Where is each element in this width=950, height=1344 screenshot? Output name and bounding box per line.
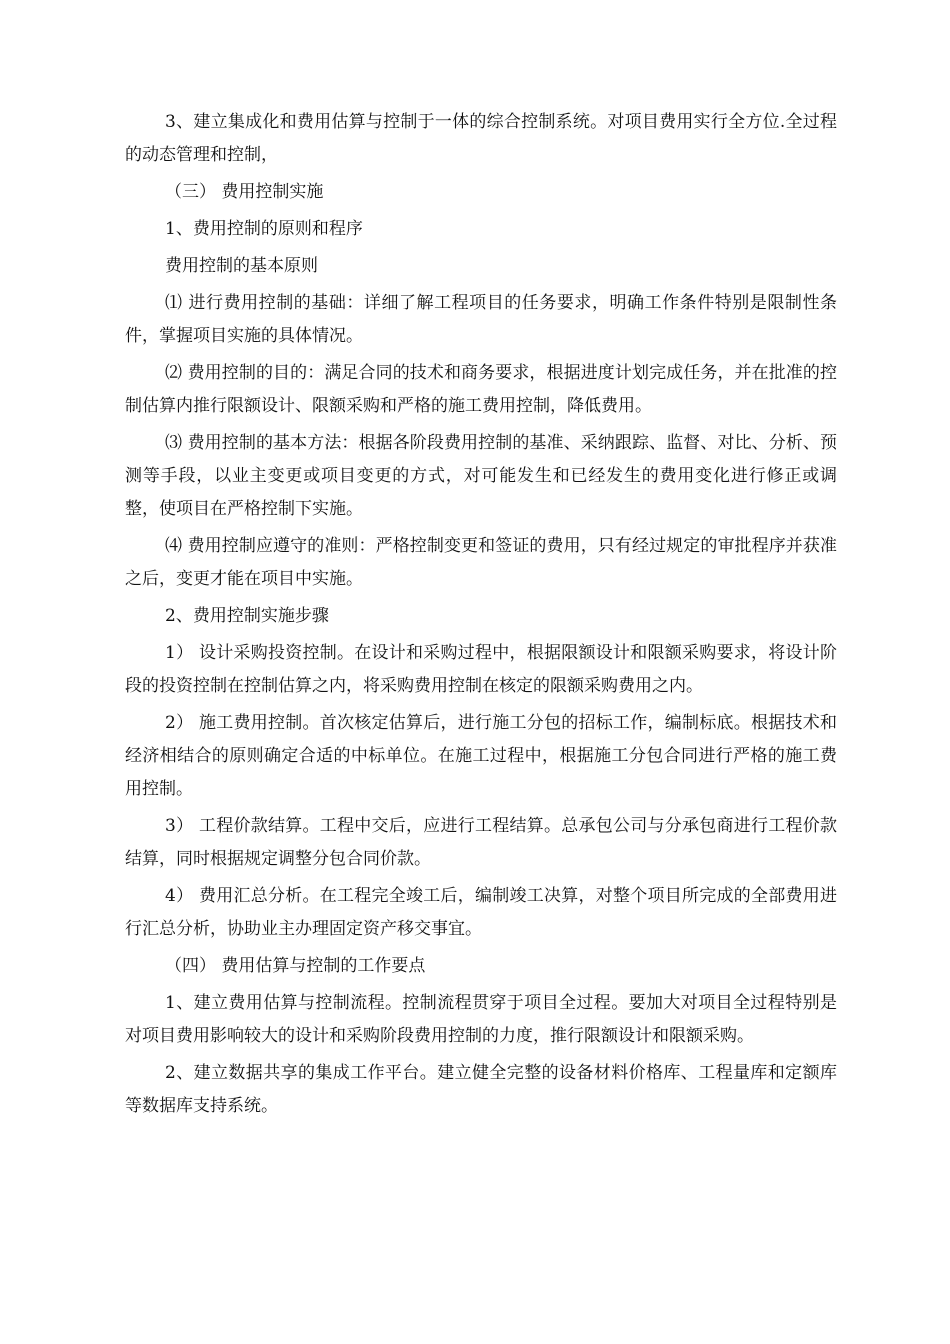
paragraph-principle-4-rules: ⑷ 费用控制应遵守的准则：严格控制变更和签证的费用，只有经过规定的审批程序并获准之后，变更才能在项目中实施。 xyxy=(125,536,837,589)
paragraph-key-point-1-process: 1、建立费用估算与控制流程。控制流程贯穿于项目全过程。要加大对项目全过程特别是对项目费用影响较大的设计和采购阶段费用控制的力度，推行限额设计和限额采购。 xyxy=(125,993,837,1046)
heading-cost-control-principles-and-procedures: 1、费用控制的原则和程序 xyxy=(165,219,363,239)
paragraph-step-1-design-procurement: 1） 设计采购投资控制。在设计和采购过程中，根据限额设计和限额采购要求，将设计阶段的投资控制在控制估算之内，将采购费用控制在核定的限额采购费用之内。 xyxy=(125,643,837,696)
paragraph-principle-2-purpose: ⑵ 费用控制的目的：满足合同的技术和商务要求，根据进度计划完成任务，并在批准的控制估算内推行限额设计、限额采购和严格的施工费用控制，降低费用。 xyxy=(125,363,837,416)
heading-implementation-steps: 2、费用控制实施步骤 xyxy=(165,606,329,626)
paragraph-key-point-2-data-platform: 2、建立数据共享的集成工作平台。建立健全完整的设备材料价格库、工程量库和定额库等数据库支持系统。 xyxy=(125,1063,837,1116)
paragraph-integrated-control-system: 3、建立集成化和费用估算与控制于一体的综合控制系统。对项目费用实行全方位.全过程的动态管理和控制， xyxy=(125,112,837,165)
paragraph-principle-1-basis: ⑴ 进行费用控制的基础：详细了解工程项目的任务要求，明确工作条件特别是限制性条件，掌握项目实施的具体情况。 xyxy=(125,293,837,346)
paragraph-step-2-construction-cost: 2） 施工费用控制。首次核定估算后，进行施工分包的招标工作，编制标底。根据技术和经济相结合的原则确定合适的中标单位。在施工过程中，根据施工分包合同进行严格的施工费用控制。 xyxy=(125,713,837,799)
paragraph-principle-3-method: ⑶ 费用控制的基本方法：根据各阶段费用控制的基准、采纳跟踪、监督、对比、分析、预测等手段，以业主变更或项目变更的方式，对可能发生和已经发生的费用变化进行修正或调整，使项目在严格控制下实施。 xyxy=(125,433,837,519)
paragraph-step-4-summary-analysis: 4） 费用汇总分析。在工程完全竣工后，编制竣工决算，对整个项目所完成的全部费用进行汇总分析，协助业主办理固定资产移交事宜。 xyxy=(125,886,837,939)
heading-section-3-cost-control-implementation: （三） 费用控制实施 xyxy=(165,182,324,202)
heading-section-4-key-points: （四） 费用估算与控制的工作要点 xyxy=(165,956,426,976)
paragraph-step-3-settlement: 3） 工程价款结算。工程中交后，应进行工程结算。总承包公司与分承包商进行工程价款结算，同时根据规定调整分包合同价款。 xyxy=(125,816,837,869)
document-body xyxy=(125,106,837,1127)
heading-basic-principles: 费用控制的基本原则 xyxy=(165,256,318,276)
